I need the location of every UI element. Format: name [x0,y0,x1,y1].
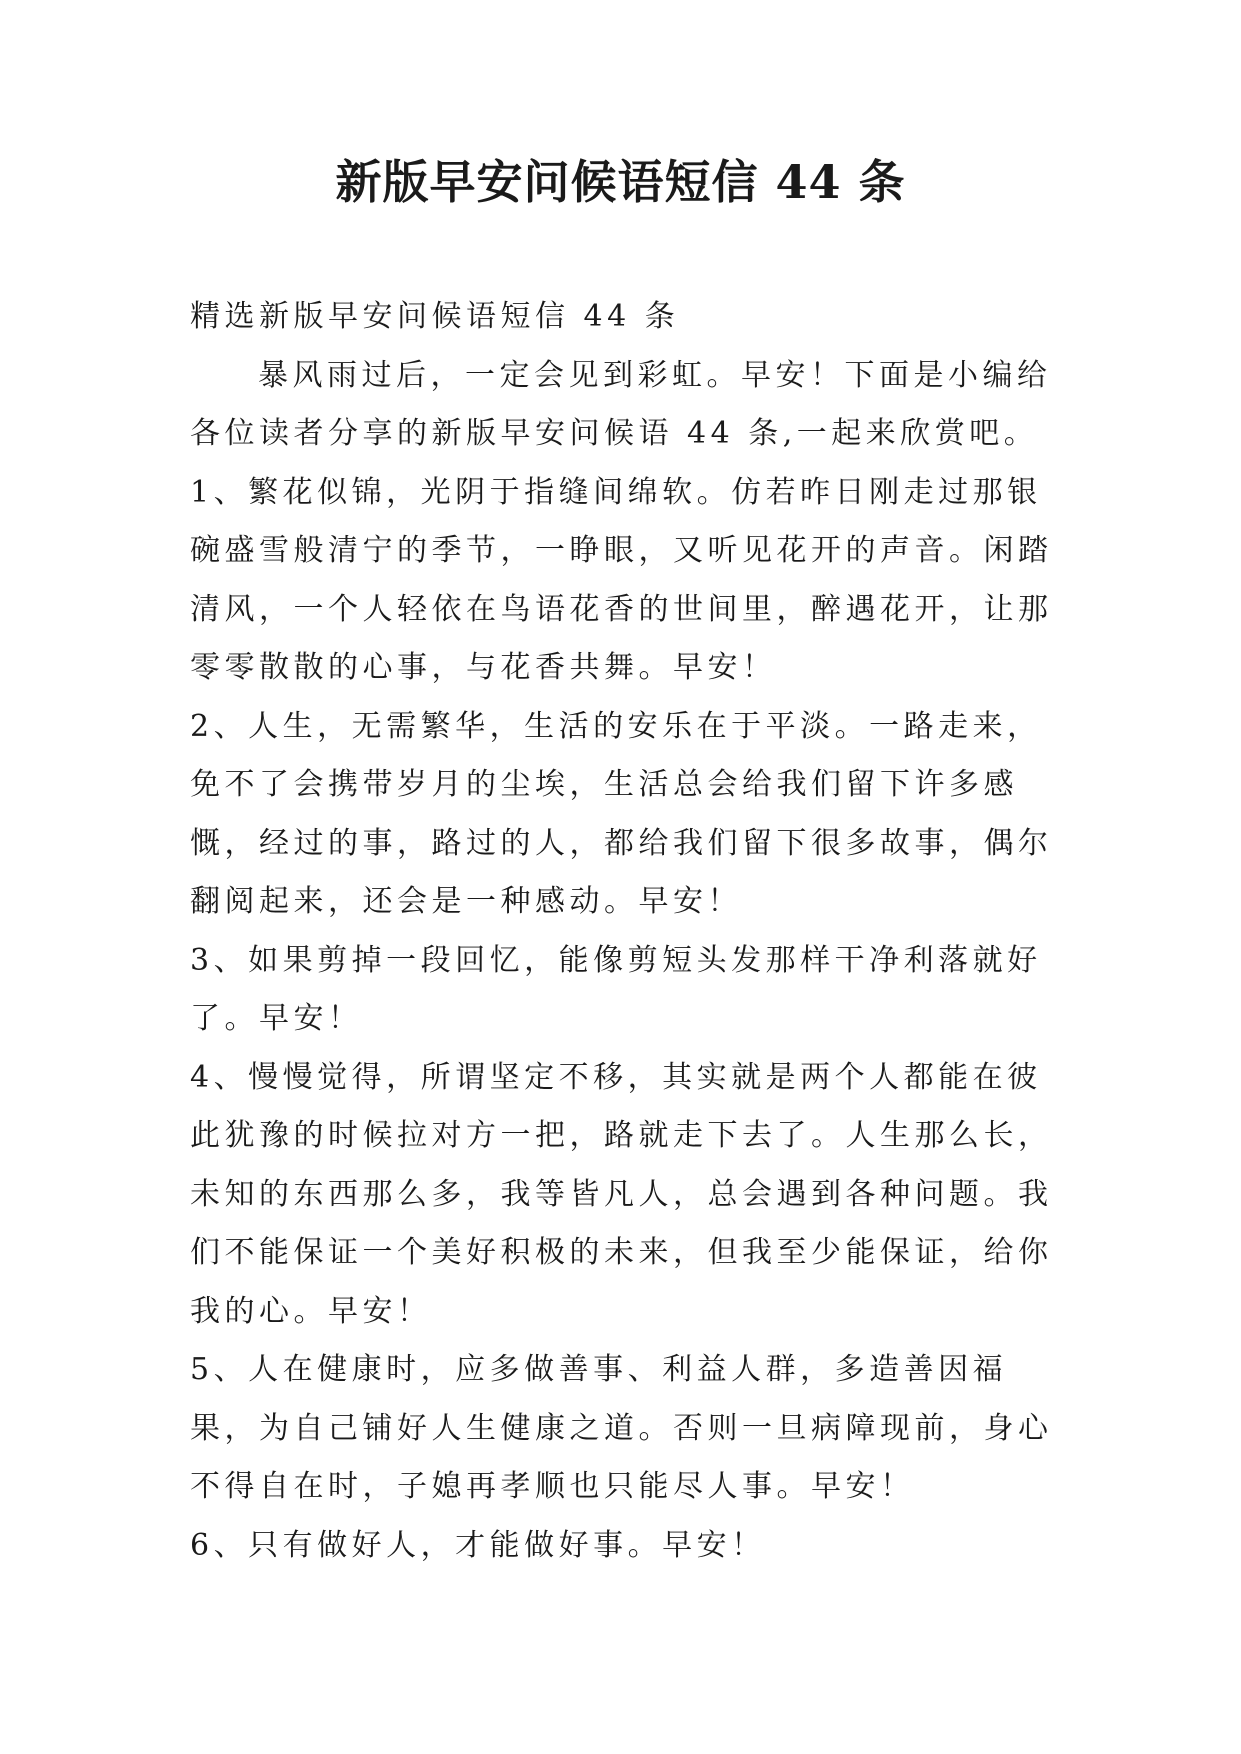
subtitle-line: 精选新版早安问候语短信 44 条 [190,299,680,334]
document-title: 新版早安问候语短信 44 条 [335,155,906,209]
greeting-item-2: 2、人生，无需繁华，生活的安乐在于平淡。一路走来，免不了会携带岁月的尘埃，生活总会给我们留下许多感慨，经过的事，路过的人，都给我们留下很多故事，偶尔翻阅起来，还会是一种感动。早安！ [190,708,1053,919]
document-body [190,288,1070,1575]
intro-paragraph: 暴风雨过后，一定会见到彩虹。早安！下面是小编给各位读者分享的新版早安问候语 44 条,一起来欣赏吧。 [190,357,1052,451]
greeting-item-6: 6、只有做好人，才能做好事。早安！ [190,1527,766,1563]
greeting-item-1: 1、繁花似锦，光阴于指缝间绵软。仿若昨日刚走过那银碗盛雪般清宁的季节，一睁眼，又听见花开的声音。闲踏清风，一个人轻依在鸟语花香的世间里，醉遇花开，让那零零散散的心事，与花香共舞。早安！ [190,474,1053,685]
greeting-item-3: 3、如果剪掉一段回忆，能像剪短头发那样干净利落就好了。早安！ [190,942,1042,1036]
greeting-item-5: 5、人在健康时，应多做善事、利益人群，多造善因福果，为自己铺好人生健康之道。否则一旦病障现前，身心不得自在时，子媳再孝顺也只能尽人事。早安！ [190,1352,1053,1504]
greeting-item-4: 4、慢慢觉得，所谓坚定不移，其实就是两个人都能在彼此犹豫的时候拉对方一把，路就走下去了。人生那么长，未知的东西那么多，我等皆凡人，总会遇到各种问题。我们不能保证一个美好积极的未来，但我至少能保证，给你我的心。早安！ [190,1059,1053,1329]
